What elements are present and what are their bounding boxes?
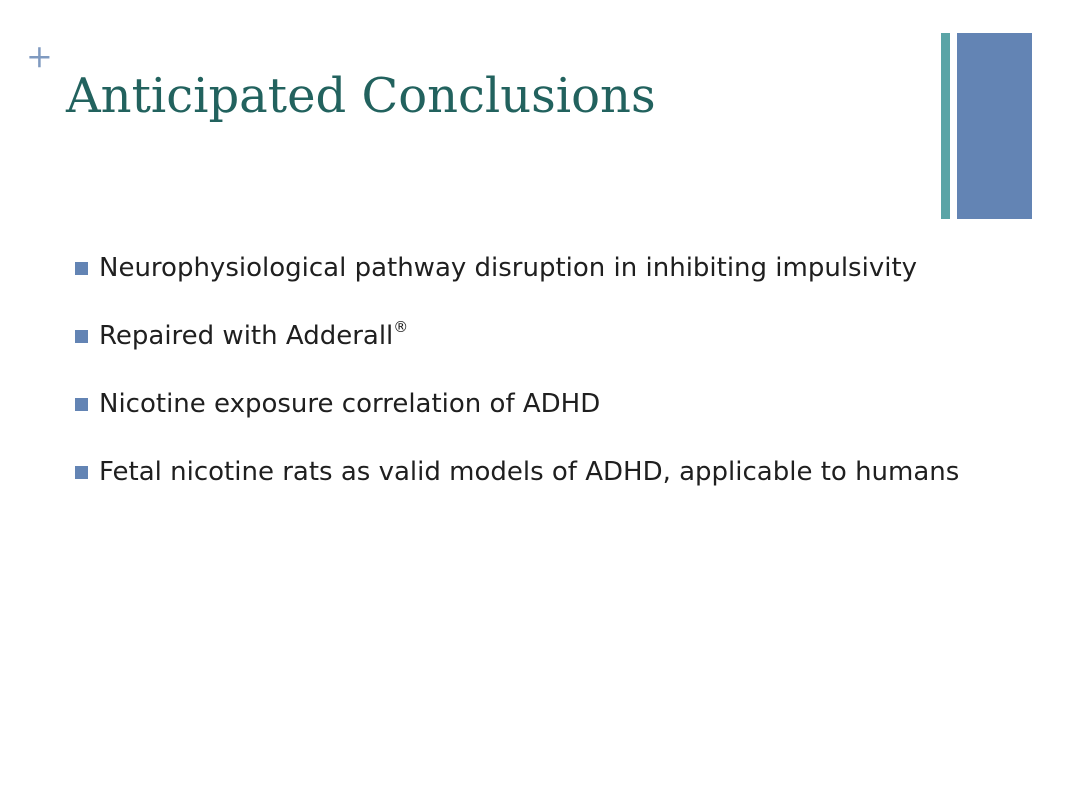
square-bullet-icon <box>75 262 88 275</box>
plus-mark: + <box>26 37 53 75</box>
bullet-text <box>99 389 600 419</box>
bullet-label: Fetal nicotine rats as valid models of ADHD, applicable to humans <box>99 457 960 487</box>
square-bullet-icon <box>75 466 88 479</box>
registered-trademark-mark: ® <box>393 318 409 336</box>
bullet-list <box>75 249 1035 521</box>
square-bullet-icon <box>75 398 88 411</box>
slide-title: Anticipated Conclusions <box>66 68 656 124</box>
square-bullet-icon <box>75 330 88 343</box>
bullet-label: Nicotine exposure correlation of ADHD <box>99 389 601 419</box>
bullet-text <box>99 318 409 351</box>
bullet-item <box>75 453 1035 491</box>
bullet-item <box>75 385 1035 423</box>
bullet-text <box>99 253 917 283</box>
accent-bar-wide <box>957 33 1032 219</box>
bullet-item <box>75 249 1035 287</box>
bullet-label: Repaired with Adderall <box>99 321 394 351</box>
bullet-item <box>75 317 1035 355</box>
bullet-text <box>99 457 959 487</box>
bullet-label: Neurophysiological pathway disruption in inhibiting impulsivity <box>99 253 918 283</box>
accent-bar-thin <box>941 33 950 219</box>
